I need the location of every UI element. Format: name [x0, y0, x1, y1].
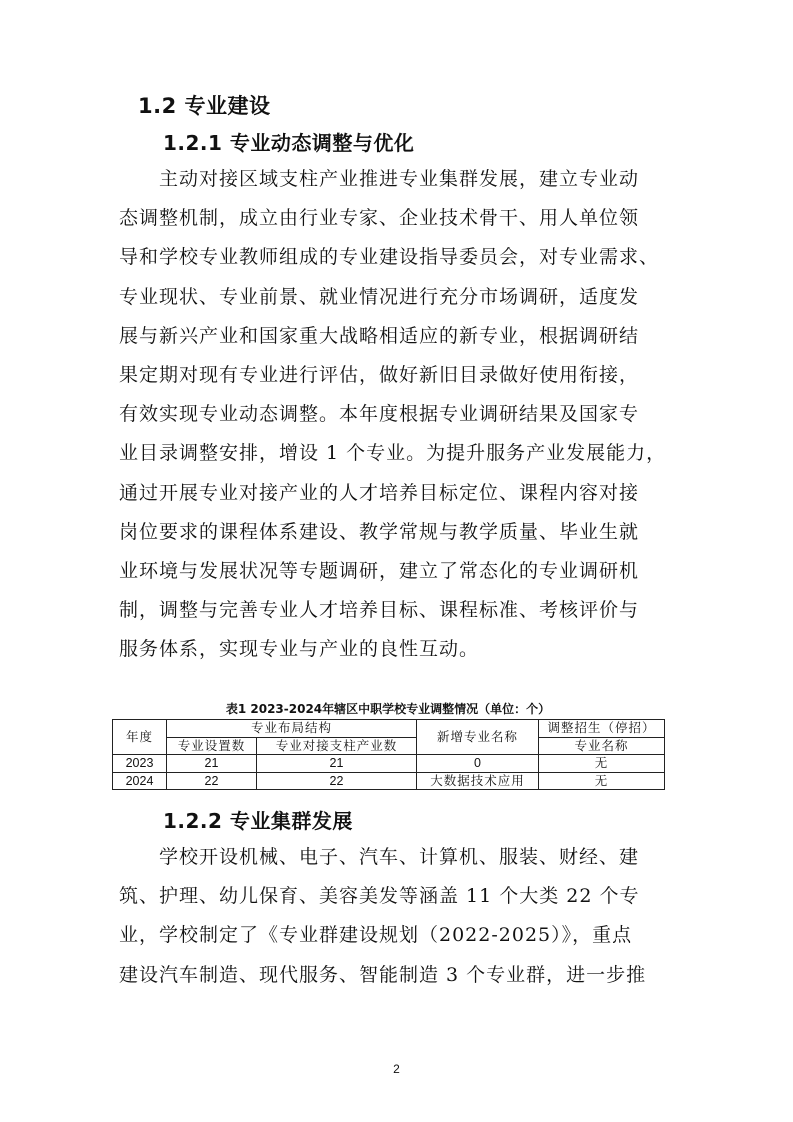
page-number: 2 — [393, 1062, 400, 1076]
paragraph-line: 学校开设机械、电子、汽车、计算机、服装、财经、建 — [159, 846, 640, 868]
cell-year: 2023 — [113, 755, 167, 773]
paragraph-line: 建设汽车制造、现代服务、智能制造 3 个专业群，进一步推 — [119, 963, 647, 986]
table-header-row — [113, 737, 665, 755]
header-count: 专业设置数 — [167, 737, 257, 755]
table-header-row — [113, 720, 665, 738]
paragraph-line: 果定期对现有专业进行评估，做好新旧目录做好使用衔接， — [119, 364, 640, 387]
paragraph-1 — [119, 160, 694, 670]
cell-count: 22 — [167, 772, 257, 790]
table-row — [113, 755, 665, 773]
cell-adjust: 无 — [539, 755, 665, 773]
cell-new-specialty: 大数据技术应用 — [417, 772, 539, 790]
cell-count: 21 — [167, 755, 257, 773]
subsection-heading-1: 1.2.1 专业动态调整与优化 — [163, 131, 415, 155]
paragraph-line: 主动对接区域支柱产业推进专业集群发展，建立专业动 — [159, 168, 640, 190]
header-new-specialty: 新增专业名称 — [417, 720, 539, 755]
paragraph-line: 有效实现专业动态调整。本年度根据专业调研结果及国家专 — [119, 403, 640, 426]
paragraph-line: 服务体系，实现专业与产业的良性互动。 — [119, 638, 480, 661]
paragraph-line: 态调整机制，成立由行业专家、企业技术骨干、用人单位领 — [119, 207, 640, 230]
paragraph-line: 制，调整与完善专业人才培养目标、课程标准、考核评价与 — [119, 599, 640, 622]
table-row — [113, 772, 665, 790]
specialty-adjustment-table — [112, 719, 665, 790]
header-layout: 专业布局结构 — [167, 720, 417, 738]
cell-new-specialty: 0 — [417, 755, 539, 773]
paragraph-line: 筑、护理、幼儿保育、美容美发等涵盖 11 个大类 22 个专 — [119, 885, 640, 908]
paragraph-line: 展与新兴产业和国家重大战略相适应的新专业，根据调研结 — [119, 324, 640, 347]
section-heading: 1.2 专业建设 — [138, 94, 271, 118]
cell-docking: 21 — [257, 755, 417, 773]
header-adjust-line-1: 调整招生（停招） — [539, 720, 665, 738]
paragraph-line: 专业现状、专业前景、就业情况进行充分市场调研，适度发 — [119, 285, 640, 308]
paragraph-2 — [119, 838, 694, 995]
header-adjust-line-2: 专业名称 — [539, 737, 665, 755]
table-caption: 表1 2023-2024年辖区中职学校专业调整情况（单位：个） — [225, 702, 551, 716]
cell-adjust: 无 — [539, 772, 665, 790]
header-docking: 专业对接支柱产业数 — [257, 737, 417, 755]
paragraph-line: 通过开展专业对接产业的人才培养目标定位、课程内容对接 — [119, 481, 640, 504]
paragraph-line: 岗位要求的课程体系建设、教学常规与教学质量、毕业生就 — [119, 520, 640, 543]
paragraph-line: 业环境与发展状况等专题调研，建立了常态化的专业调研机 — [119, 560, 640, 583]
paragraph-line: 业目录调整安排，增设 1 个专业。为提升服务产业发展能力， — [119, 442, 667, 465]
subsection-heading-2: 1.2.2 专业集群发展 — [163, 809, 353, 833]
cell-year: 2024 — [113, 772, 167, 790]
cell-docking: 22 — [257, 772, 417, 790]
header-year: 年度 — [113, 720, 167, 755]
paragraph-line: 业，学校制定了《专业群建设规划（2022-2025）》，重点 — [119, 924, 633, 947]
paragraph-line: 导和学校专业教师组成的专业建设指导委员会，对专业需求、 — [119, 246, 660, 269]
